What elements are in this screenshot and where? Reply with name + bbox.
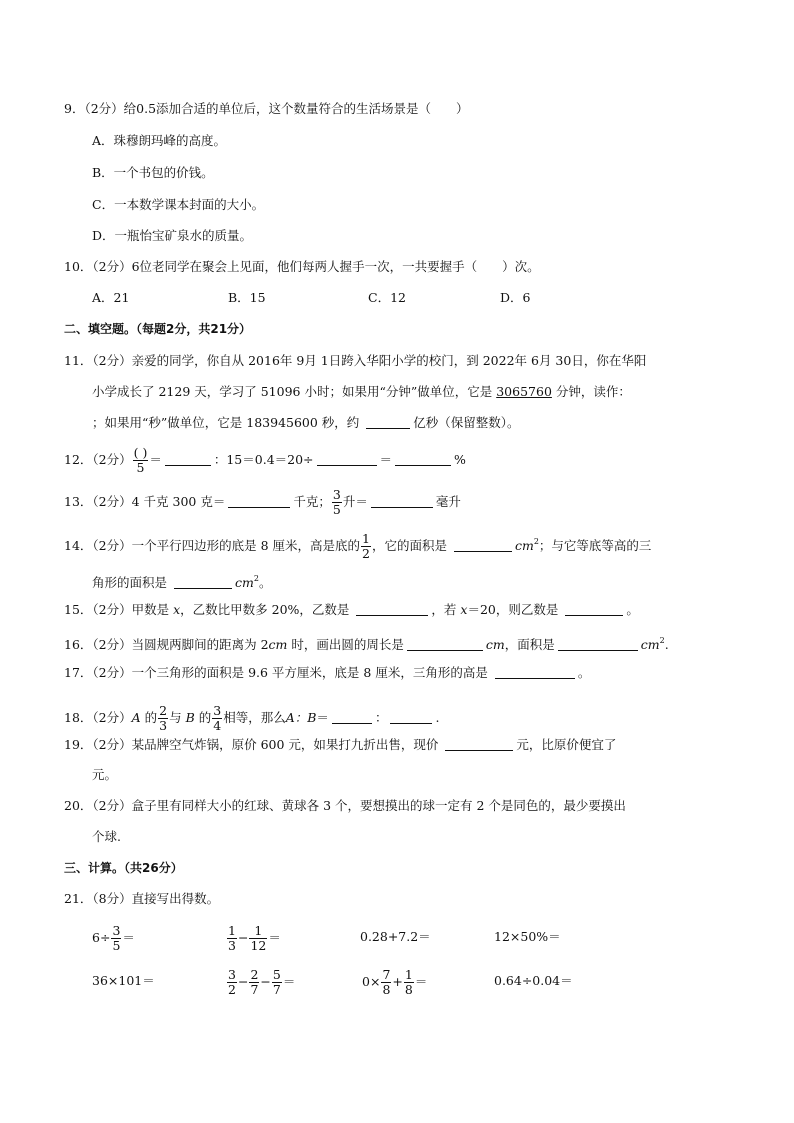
- q20-line-1: 20．（2分）盒子里有同样大小的红球、黄球各 3 个，要想摸出的球一定有 2 个是同色的，最少要摸出: [64, 798, 626, 813]
- q16-text: 16．（2分）当圆规两脚间的距离为 2: [64, 637, 269, 652]
- q13-fraction: [332, 488, 342, 517]
- q11-text: ；如果用“秒”做单位，它是 183945600 秒，约: [92, 415, 364, 430]
- calc-text: ＝: [122, 930, 135, 945]
- calc-fraction: [404, 968, 414, 997]
- calc-text: ＝: [268, 930, 281, 945]
- variable-a: A: [131, 710, 141, 725]
- q18-blank-1[interactable]: [332, 709, 372, 724]
- calc-operator: −: [237, 974, 249, 989]
- q11-text: 亿秒（保留整数）。: [413, 415, 520, 430]
- fraction-denominator: 2: [228, 982, 236, 997]
- fraction-numerator: 3: [112, 923, 121, 938]
- unit-exponent: 2: [659, 636, 665, 645]
- q18-text: .: [435, 710, 440, 725]
- fraction-denominator: 5: [332, 502, 341, 517]
- q17-text: 。: [577, 665, 591, 680]
- q18-fraction-1: [158, 704, 168, 733]
- q15-text: ＝20，则乙数是: [467, 602, 563, 617]
- q13-text: 13．（2分）4 千克 300 克＝: [64, 494, 226, 509]
- q14-text: 。: [258, 575, 272, 590]
- q19-line-1: [64, 736, 616, 754]
- calc-item-5: 36×101＝: [92, 973, 155, 988]
- q15-blank-1[interactable]: [356, 601, 428, 616]
- calc-text: ＝: [414, 974, 428, 989]
- q14-blank-1[interactable]: [454, 537, 512, 552]
- q11-text: 分钟，读作：: [551, 384, 631, 399]
- q14-line-2: [92, 570, 271, 592]
- fraction-denominator: 4: [213, 718, 222, 733]
- variable-b: B: [185, 710, 195, 725]
- fraction-denominator: 12: [250, 938, 267, 953]
- unit-exponent: 2: [253, 574, 259, 583]
- calc-fraction: [227, 924, 237, 953]
- calc-item-2: [226, 924, 281, 953]
- q18-label: 18．（2分）: [64, 710, 132, 725]
- q10-stem: 10．（2分）6位老同学在聚会上见面，他们每两人握手一次，一共要握手（ ）次。: [64, 259, 540, 274]
- q12-text: %: [454, 452, 466, 467]
- unit-exponent: 2: [533, 537, 539, 546]
- q13-text: 千克；: [293, 494, 331, 509]
- unit-cm: cm: [485, 637, 505, 652]
- unit-cm: cm: [514, 538, 534, 553]
- calc-text: 0×: [362, 974, 381, 989]
- fraction-denominator: 3: [159, 718, 168, 733]
- fraction-numerator: 7: [382, 967, 391, 982]
- variable-x: x: [173, 602, 181, 617]
- q10-option-b: B．15: [228, 290, 266, 305]
- q12-blank-1[interactable]: [165, 451, 211, 466]
- q13-line: [64, 488, 461, 517]
- q18-blank-2[interactable]: [390, 709, 432, 724]
- q18-text: 相等，那么: [223, 710, 286, 725]
- calc-item-4: 12×50%＝: [494, 929, 561, 944]
- q14-text: 14．（2分）一个平行四边形的底是 8 厘米，高是底的: [64, 538, 361, 553]
- q15-text: ，乙数比甲数多 20%，乙数是: [180, 602, 354, 617]
- calc-item-3: 0.28+7.2＝: [360, 929, 431, 944]
- q10-option-d: D．6: [500, 290, 531, 305]
- fraction-numerator: ( ): [133, 445, 148, 460]
- q18-text: ：: [374, 710, 388, 725]
- q16-text: .: [664, 637, 669, 652]
- q19-line-2: 元。: [92, 767, 118, 782]
- calc-operator: −: [260, 974, 271, 989]
- calc-fraction: [249, 968, 259, 997]
- q18-text: 的: [140, 710, 158, 725]
- q14-blank-2[interactable]: [174, 574, 232, 589]
- calc-item-1: [92, 924, 135, 953]
- calc-operator: −: [237, 930, 249, 945]
- q19-text: 元，比原价便宜了: [516, 737, 617, 752]
- q11-text: 小学成长了 2129 天，学习了 51096 小时；如果用“分钟”做单位，它是: [92, 384, 497, 399]
- calc-fraction: [272, 968, 282, 997]
- q15-line: [64, 601, 639, 619]
- q14-line-1: [64, 532, 651, 561]
- q14-text: 角形的面积是: [92, 575, 171, 590]
- q18-text: 与: [169, 710, 186, 725]
- q18-line: [64, 704, 439, 733]
- q12-blank-3[interactable]: [395, 451, 451, 466]
- ratio-a-b: A：B: [285, 710, 317, 725]
- unit-cm: cm: [640, 637, 660, 652]
- q15-text: 15．（2分）甲数是: [64, 602, 174, 617]
- calc-fraction: [227, 968, 237, 997]
- fraction-denominator: 8: [382, 982, 391, 997]
- fraction-numerator: 3: [228, 967, 236, 982]
- section-fill-in-title: 二、填空题。（每题2分，共21分）: [64, 322, 252, 336]
- q9-option-c: C．一本数学课本封面的大小。: [92, 197, 265, 212]
- q11-answer-blank[interactable]: [366, 414, 410, 429]
- fraction-denominator: 5: [136, 460, 145, 475]
- fraction-numerator: 5: [272, 967, 281, 982]
- fraction-denominator: 3: [228, 938, 236, 953]
- q11-line-1: 11．（2分）亲爱的同学，你自从 2016年 9月 1日跨入华阳小学的校门，到 2022年 6月 30日，你在华阳: [64, 353, 647, 368]
- q18-fraction-2: [212, 704, 222, 733]
- q21-stem: 21．（8分）直接写出得数。: [64, 891, 220, 906]
- calc-item-6: [226, 968, 295, 997]
- calc-text: ＝: [282, 974, 296, 989]
- q14-fraction: [361, 532, 371, 561]
- q16-line: [64, 632, 669, 654]
- q15-text: 。: [626, 602, 639, 617]
- q18-text: 的: [194, 710, 212, 725]
- q11-line-2: [92, 383, 631, 401]
- q11-line-3: [92, 414, 520, 432]
- fraction-denominator: 5: [112, 938, 121, 953]
- q10-option-a: A．21: [92, 290, 130, 305]
- q11-minutes-value: 3065760: [496, 384, 552, 399]
- q14-text: ，它的面积是: [371, 538, 451, 553]
- calc-fraction: [111, 924, 121, 953]
- q12-line: [64, 446, 466, 475]
- unit-cm: cm: [234, 575, 254, 590]
- q15-blank-2[interactable]: [565, 601, 623, 616]
- q13-text: 升＝: [342, 494, 368, 509]
- fraction-numerator: 3: [213, 703, 222, 718]
- q19-blank[interactable]: [445, 736, 513, 751]
- calc-fraction: [381, 968, 391, 997]
- q19-text: 19．（2分）某品牌空气炸锅，原价 600 元，如果打九折出售，现价: [64, 737, 443, 752]
- q12-fraction: [133, 446, 149, 475]
- fraction-numerator: 1: [249, 924, 267, 939]
- q17-line: [64, 664, 590, 682]
- q9-option-d: D．一瓶怡宝矿泉水的质量。: [92, 228, 253, 243]
- q13-blank-1[interactable]: [228, 493, 290, 508]
- unit-cm: cm: [268, 637, 288, 652]
- q9-option-b: B．一个书包的价钱。: [92, 165, 214, 180]
- fraction-numerator: 1: [228, 923, 236, 938]
- fraction-numerator: 1: [362, 531, 370, 546]
- fraction-denominator: 7: [272, 982, 281, 997]
- fraction-denominator: 2: [362, 546, 370, 561]
- q16-text: 时，画出圆的周长是: [287, 637, 404, 652]
- q15-text: ，若: [431, 602, 461, 617]
- calc-operator: +: [392, 974, 403, 989]
- q16-blank-1[interactable]: [407, 636, 483, 651]
- q14-text: ；与它等底等高的三: [538, 538, 652, 553]
- q18-text: ＝: [316, 710, 329, 725]
- fraction-numerator: 2: [159, 703, 168, 718]
- q12-text: ＝: [149, 452, 162, 467]
- q10-option-c: C．12: [368, 290, 406, 305]
- q16-text: ，面积是: [504, 637, 555, 652]
- q17-blank[interactable]: [495, 664, 575, 679]
- q16-blank-2[interactable]: [558, 636, 638, 651]
- q13-blank-2[interactable]: [371, 493, 433, 508]
- q20-line-2: 个球.: [92, 829, 121, 844]
- q17-text: 17．（2分）一个三角形的面积是 9.6 平方厘米，底是 8 厘米，三角形的高是: [64, 665, 492, 680]
- q12-text: ：15＝0.4＝20÷: [213, 452, 314, 467]
- calc-text: 6÷: [92, 930, 111, 945]
- calc-fraction: [249, 924, 267, 953]
- calc-item-8: 0.64÷0.04＝: [494, 973, 573, 988]
- q12-text: ＝: [379, 452, 393, 467]
- fraction-numerator: 2: [250, 967, 259, 982]
- q12-blank-2[interactable]: [317, 451, 377, 466]
- q9-stem: 9．（2分）给0.5添加合适的单位后，这个数量符合的生活场景是（ ）: [64, 101, 469, 116]
- fraction-numerator: 1: [404, 967, 413, 982]
- q13-text: 毫升: [435, 494, 461, 509]
- q9-option-a: A．珠穆朗玛峰的高度。: [92, 133, 227, 148]
- fraction-denominator: 8: [404, 982, 413, 997]
- q12-label: 12．（2分）: [64, 452, 132, 467]
- fraction-numerator: 3: [332, 487, 341, 502]
- variable-x: x: [460, 602, 468, 617]
- section-calculation-title: 三、计算。（共26分）: [64, 861, 183, 875]
- fraction-denominator: 7: [250, 982, 259, 997]
- calc-item-7: [362, 968, 427, 997]
